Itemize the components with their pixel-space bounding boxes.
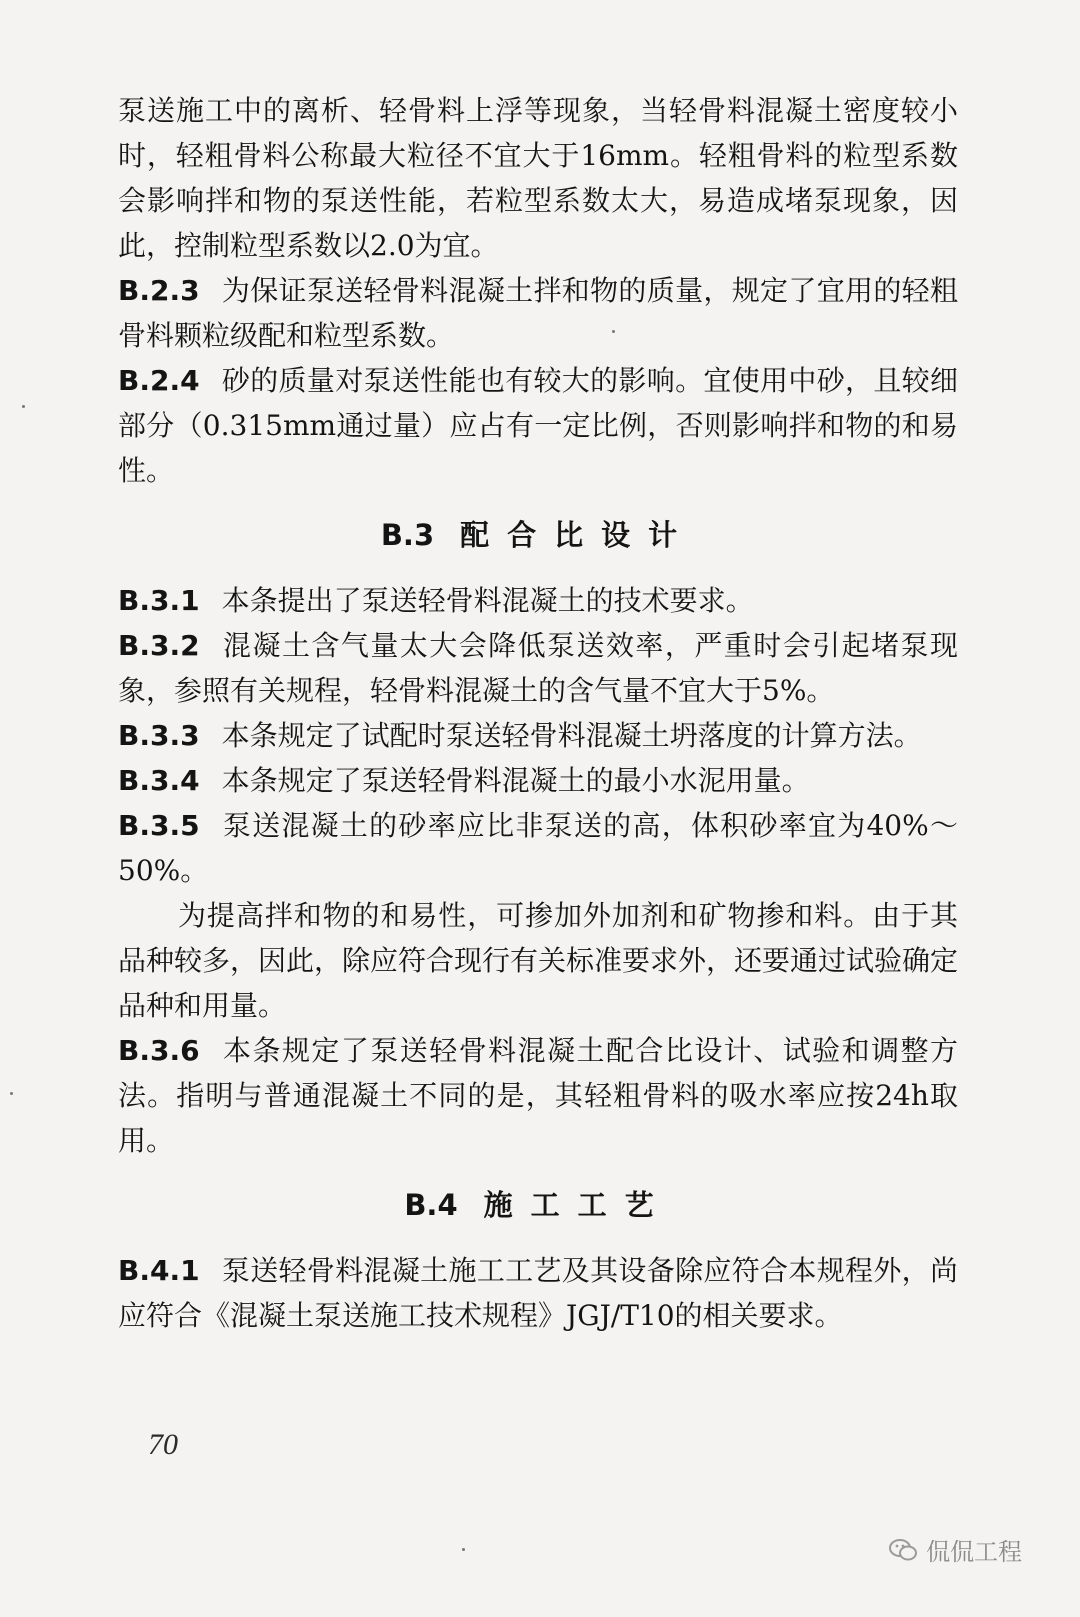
clause-text: 本条规定了泵送轻骨料混凝土的最小水泥用量。 bbox=[221, 764, 810, 797]
section-number: B.3 bbox=[380, 518, 435, 552]
clause-b3-4 bbox=[118, 758, 958, 803]
watermark-text: 侃侃工程 bbox=[926, 1538, 1022, 1566]
clause-b4-1 bbox=[118, 1248, 958, 1338]
clause-b2-4 bbox=[118, 358, 958, 493]
clause-text: 泵送混凝土的砂率应比非泵送的高，体积砂率宜为40%～50%。 bbox=[118, 809, 958, 887]
clause-number: B.3.2 bbox=[118, 629, 200, 662]
section-title: 施工工艺 bbox=[483, 1188, 672, 1222]
watermark bbox=[888, 1532, 1022, 1567]
clause-b3-3 bbox=[118, 713, 958, 758]
clause-text: 本条规定了泵送轻骨料混凝土配合比设计、试验和调整方法。指明与普通混凝土不同的是，其轻粗骨料的吸水率应按24h取用。 bbox=[118, 1034, 958, 1157]
paragraph-b3-5-extra: 为提高拌和物的和易性，可掺加外加剂和矿物掺和料。由于其品种较多，因此，除应符合现行有关标准要求外，还要通过试验确定品种和用量。 bbox=[118, 899, 959, 1022]
clause-number: B.3.5 bbox=[118, 809, 200, 842]
clause-number: B.2.3 bbox=[118, 274, 200, 307]
clause-text: 混凝土含气量太大会降低泵送效率，严重时会引起堵泵现象，参照有关规程，轻骨料混凝土的含气量不宜大于5%。 bbox=[118, 629, 958, 707]
document-body bbox=[118, 88, 958, 1338]
clause-number: B.3.1 bbox=[118, 584, 200, 617]
section-heading-b3 bbox=[118, 513, 958, 558]
clause-number: B.3.3 bbox=[118, 719, 200, 752]
clause-number: B.2.4 bbox=[118, 364, 200, 397]
clause-text: 泵送轻骨料混凝土施工工艺及其设备除应符合本规程外，尚应符合《混凝土泵送施工技术规程》JGJ/T10的相关要求。 bbox=[118, 1254, 958, 1332]
clause-b2-3 bbox=[118, 268, 958, 358]
clause-number: B.4.1 bbox=[118, 1254, 200, 1287]
paragraph-b2-tail: 泵送施工中的离析、轻骨料上浮等现象，当轻骨料混凝土密度较小时，轻粗骨料公称最大粒径不宜大于16mm。轻粗骨料的粒型系数会影响拌和物的泵送性能，若粒型系数太大，易造成堵泵现象，因此，控制粒型系数以2.0为宜。 bbox=[118, 94, 958, 262]
clause-b3-5 bbox=[118, 803, 958, 893]
wechat-icon bbox=[888, 1537, 918, 1563]
clause-b3-1 bbox=[118, 578, 958, 623]
clause-text: 本条提出了泵送轻骨料混凝土的技术要求。 bbox=[221, 584, 754, 617]
section-title: 配合比设计 bbox=[460, 518, 696, 552]
scan-speck bbox=[612, 330, 615, 333]
section-number: B.4 bbox=[404, 1188, 458, 1222]
scan-speck bbox=[22, 405, 25, 408]
clause-number: B.3.4 bbox=[118, 764, 200, 797]
section-heading-b4 bbox=[118, 1183, 958, 1228]
scan-speck bbox=[462, 1548, 465, 1551]
clause-text: 为保证泵送轻骨料混凝土拌和物的质量，规定了宜用的轻粗骨料颗粒级配和粒型系数。 bbox=[118, 274, 958, 352]
clause-text: 砂的质量对泵送性能也有较大的影响。宜使用中砂，且较细部分（0.315mm通过量）应占有一定比例，否则影响拌和物的和易性。 bbox=[118, 364, 958, 487]
scan-speck bbox=[10, 1092, 13, 1095]
clause-b3-6 bbox=[118, 1028, 958, 1163]
clause-number: B.3.6 bbox=[118, 1034, 200, 1067]
clause-b3-2 bbox=[118, 623, 958, 713]
clause-text: 本条规定了试配时泵送轻骨料混凝土坍落度的计算方法。 bbox=[221, 719, 922, 752]
page-number: 70 bbox=[148, 1428, 178, 1461]
